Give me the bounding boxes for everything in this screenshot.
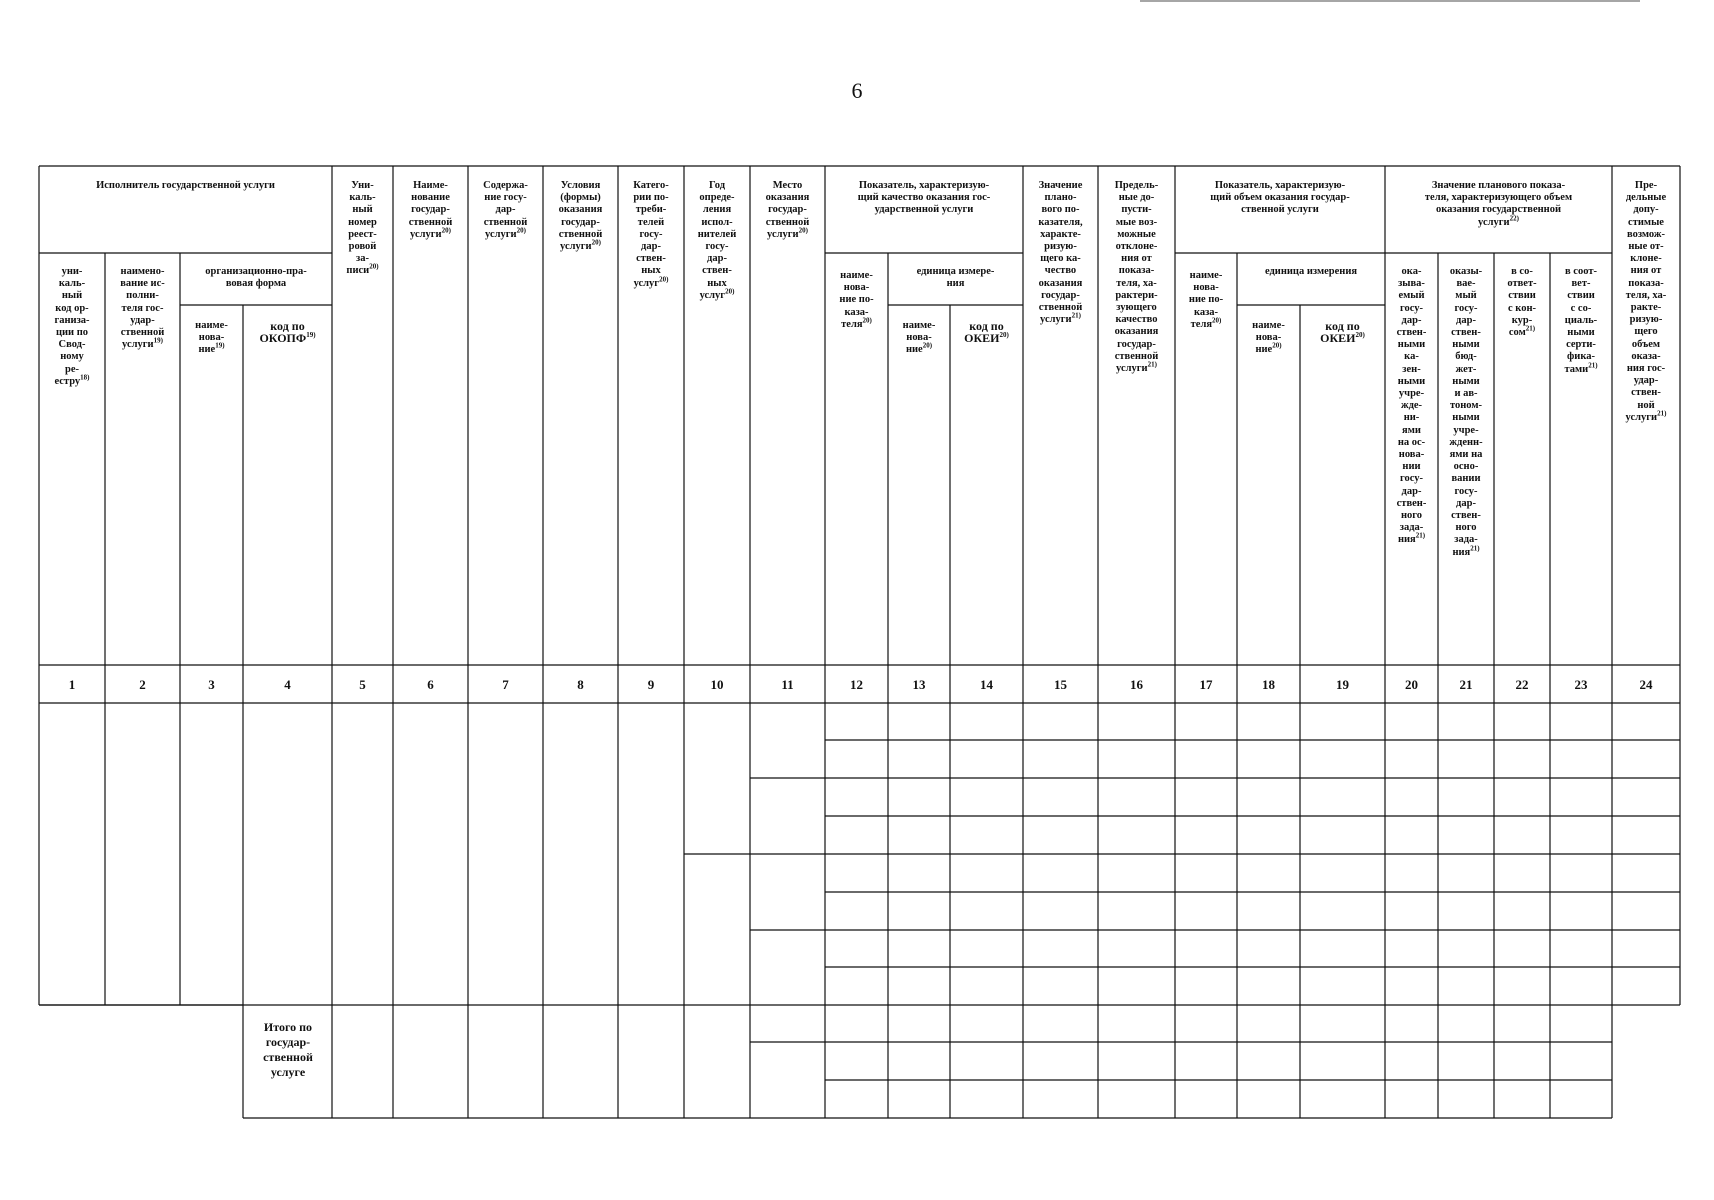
column-number: 18 bbox=[1262, 677, 1275, 692]
column-number: 14 bbox=[980, 677, 993, 692]
header-service-name: Наиме- нование государ- ственной услуги$^{20)}$ bbox=[408, 180, 453, 240]
header-volume-unit: единица измерения bbox=[1264, 266, 1358, 277]
column-number: 9 bbox=[647, 677, 655, 692]
column-number: 21 bbox=[1459, 677, 1473, 692]
header-service-place: Место оказания государ- ственной услуги$^{20)}$ bbox=[765, 180, 810, 240]
header-service-content: Содержа- ние госу- дар- ственной услуги$^{20)}$ bbox=[483, 180, 528, 240]
column-number: 16 bbox=[1130, 677, 1143, 692]
header-quality-plan-value: Значение плано- вого по- казателя, характе- ризую- щего ка- чество оказания государ- ственной услуги$^{21)}$ bbox=[1038, 180, 1083, 326]
page-number: 6 bbox=[851, 78, 863, 103]
column-number: 20 bbox=[1405, 677, 1418, 692]
column-number: 2 bbox=[139, 677, 146, 692]
header-volume-deviation: Пре- дельные допу- стимые возмож- ные от- клоне- ния от показа- теля, ха- ракте- ризую- щего объем оказа- ния гос- удар- ствен- ной услуги$^{21)}$ bbox=[1625, 180, 1667, 423]
header-volume-name: наиме- нова- ние по- каза- теля$^{20)}$ bbox=[1188, 270, 1224, 330]
header-consumer-category: Катего- рии по- треби- телей госу- дар- ствен- ных услуг$^{20)}$ bbox=[633, 180, 669, 289]
column-number: 4 bbox=[284, 677, 291, 692]
header-quality-indicator: Показатель, характеризую- щий качество оказания гос- ударственной услуги bbox=[857, 180, 991, 216]
column-number: 6 bbox=[427, 677, 434, 692]
column-number: 15 bbox=[1054, 677, 1067, 692]
header-legal-form-name: наиме- нова- ние$^{19)}$ bbox=[195, 320, 228, 356]
column-number: 8 bbox=[577, 677, 584, 692]
header-service-conditions: Условия (формы) оказания государ- ственной услуги$^{20)}$ bbox=[558, 180, 603, 253]
header-quality-unit: единица измере- ния bbox=[916, 266, 995, 290]
header-quality-unit-name: наиме- нова- ние$^{20)}$ bbox=[902, 320, 936, 356]
header-registry-number: Уни- каль- ный номер реест- ровой за- писи$^{20)}$ bbox=[346, 180, 379, 277]
header-year-determination: Год опреде- ления испол- нителей госу- дар- ствен- ных услуг$^{20)}$ bbox=[697, 180, 737, 301]
column-number: 7 bbox=[502, 677, 509, 692]
column-number: 17 bbox=[1199, 677, 1213, 692]
column-number: 24 bbox=[1639, 677, 1653, 692]
column-number: 19 bbox=[1336, 677, 1349, 692]
header-provided-budget: оказы- вае- мый госу- дар- ствен- ными бюд- жет- ными и ав- тоном- ными учре- жденн- ями на осно- вании госу- дар- ствен- ного зада- ния$^{21)}$ bbox=[1449, 266, 1483, 558]
header-volume-okei: код по ОКЕИ$^{20)}$ bbox=[1320, 319, 1365, 346]
header-okopf-code: код по ОКОПФ$^{19)}$ bbox=[259, 319, 316, 346]
header-volume-unit-name: наиме- нова- ние$^{20)}$ bbox=[1252, 320, 1285, 356]
total-label: Итого по государ- ственной услуге bbox=[263, 1020, 313, 1079]
header-performer-name: наимено- вание ис- полни- теля гос- удар- ственной услуги$^{19)}$ bbox=[120, 266, 165, 351]
column-number: 11 bbox=[781, 677, 794, 692]
header-quality-okei: код по ОКЕИ$^{20)}$ bbox=[964, 319, 1009, 346]
column-number: 3 bbox=[208, 677, 215, 692]
header-volume-indicator: Показатель, характеризую- щий объем оказания государ- ственной услуги bbox=[1210, 180, 1350, 216]
header-performer: Исполнитель государственной услуги bbox=[96, 180, 275, 191]
header-legal-form: организационно-пра- вовая форма bbox=[205, 266, 307, 290]
header-quality-deviation: Предель- ные до- пусти- мые воз- можные отклоне- ния от показа- теля, ха- рактери- зующего качество оказания государ- ственной услуги$^{21)}$ bbox=[1114, 180, 1159, 375]
column-number: 12 bbox=[850, 677, 863, 692]
column-number: 22 bbox=[1515, 677, 1529, 692]
header-volume-plan-value: Значение планового показа- теля, характеризующего объем оказания государственной услуги$^{22)}$ bbox=[1424, 180, 1573, 228]
header-quality-name: наиме- нова- ние по- каза- теля$^{20)}$ bbox=[839, 270, 874, 330]
header-per-certificates: в соот- вет- ствии с со- циаль- ными серти- фика- тами$^{21)}$ bbox=[1564, 266, 1598, 375]
header-per-competition: в со- ответ- ствии с кон- кур- сом$^{21)}$ bbox=[1507, 266, 1537, 339]
column-number: 5 bbox=[359, 677, 366, 692]
column-number: 13 bbox=[912, 677, 926, 692]
header-provided-state: ока- зыва- емый госу- дар- ствен- ными ка- зен- ными учре- жде- ни- ями на ос- нова- нии госу- дар- ствен- ного зада- ния$^{21)}$ bbox=[1396, 266, 1427, 546]
column-number: 1 bbox=[68, 677, 76, 692]
header-unique-code: уни- каль- ный код ор- ганиза- ции по Свод- ному ре- естру$^{18)}$ bbox=[54, 266, 90, 387]
column-number: 10 bbox=[710, 677, 724, 692]
column-number: 23 bbox=[1574, 677, 1588, 692]
